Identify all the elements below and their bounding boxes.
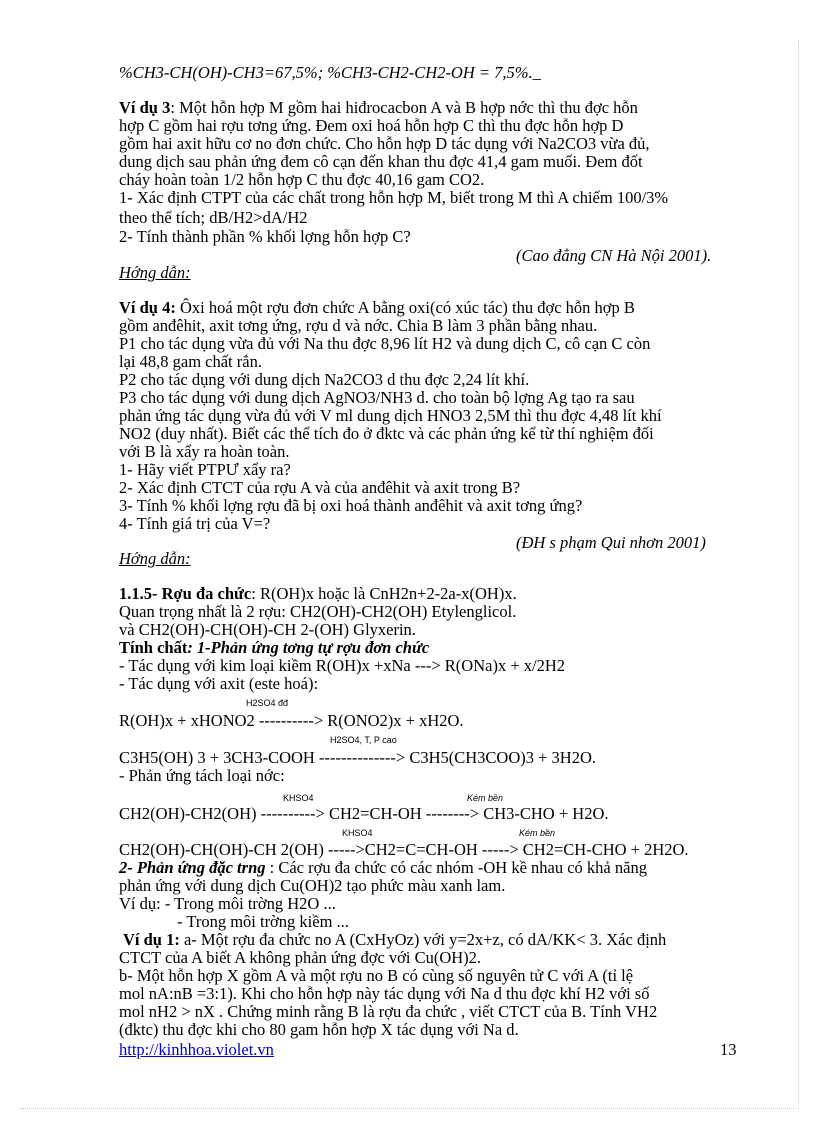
example-4-line-3: P1 cho tác dụng vừa đủ với Na thu đợc 8,96 lít H2 và dung dịch C, cô cạn C còn [119, 334, 651, 353]
example-1-line-4: mol nA:nB =3:1). Khi cho hỗn hợp này tác dụng với Na d thu đợc khí H2 với số [119, 984, 650, 1003]
section-label: 1.1.5- Rợu đa chức [119, 584, 252, 603]
properties-line-2: - Tác dụng với axit (este hoá): [119, 674, 319, 693]
equation-1: R(OH)x + xHONO2 ----------> R(ONO2)x + xH2O. [119, 711, 464, 730]
reaction-condition-4b: Kém bền [519, 828, 556, 838]
example-1-label: Ví dụ 1: [123, 930, 180, 949]
example-4-line-2: gồm anđêhit, axit tơng ứng, rợu d và nớc. Chia B làm 3 phần bằng nhau. [119, 316, 598, 335]
example-1-line-6: (đktc) thu đợc khi cho 80 gam hỗn hợp X tác dụng với Na d. [119, 1020, 519, 1039]
reaction-condition-2: H2SO4, T, P cao [330, 735, 397, 745]
properties-title: : 1-Phản ứng tơng tự rợu đơn chức [187, 638, 430, 657]
reaction-condition-3a: KHSO4 [283, 793, 314, 803]
equation-4: CH2(OH)-CH(OH)-CH 2(OH) ----->CH2=C=CH-OH -----> CH2=CH-CHO + 2H2O. [119, 840, 689, 859]
page-number: 13 [720, 1040, 737, 1059]
example-3-line-2: hợp C gồm hai rợu tơng ứng. Đem oxi hoá hỗn hợp C thì thu đợc hỗn hợp D [119, 116, 624, 135]
special-reaction-line-3: Ví dụ: - Trong môi trờng H2O ... [119, 894, 336, 913]
properties-line-3: - Phản ứng tách loại nớc: [119, 766, 285, 785]
example-4-line-5: P2 cho tác dụng với dung dịch Na2CO3 d thu đợc 2,24 lít khí. [119, 370, 530, 389]
guide-heading-text: Hớng dẫn [119, 263, 186, 282]
special-reaction-line-2: phản ứng với dung dịch Cu(OH)2 tạo phức màu xanh lam. [119, 876, 506, 895]
guide-heading-2: Hớng dẫn: [119, 549, 191, 568]
properties-heading [119, 639, 429, 657]
reaction-condition-4a: KHSO4 [342, 828, 373, 838]
example-4-source: (ĐH s phạm Qui nhơn 2001) [516, 533, 706, 552]
example-4-line-1 [119, 299, 635, 317]
example-4-text: Ôxi hoá một rợu đơn chức A bằng oxi(có xúc tác) thu đợc hỗn hợp B [175, 298, 635, 317]
example-3-line-3: gồm hai axit hữu cơ no đơn chức. Cho hỗn hợp D tác dụng với Na2CO3 vừa đủ, [119, 134, 650, 153]
special-reaction-label: 2- Phản ứng đặc trng [119, 858, 266, 877]
example-4-line-7: phản ứng tác dụng vừa đủ với V ml dung dịch HNO3 2,5M thì thu đợc 4,48 lít khí [119, 406, 662, 425]
example-4-line-12: 3- Tính % khối lợng rợu đã bị oxi hoá thành anđêhit và axit tơng ứng? [119, 496, 583, 515]
example-3-line-1 [119, 99, 638, 117]
properties-label: Tính chất [119, 638, 188, 657]
example-4-line-4: lại 48,8 gam chất rắn. [119, 352, 262, 371]
guide-heading-text: Hớng dẫn [119, 549, 186, 568]
properties-line-1: - Tác dụng với kim loại kiềm R(OH)x +xNa ---> R(ONa)x + x/2H2 [119, 656, 565, 675]
example-3-line-7: theo thể tích; dB/H2>dA/H2 [119, 208, 308, 227]
example-1-line-2: CTCT của A biết A không phản ứng đợc với Cu(OH)2. [119, 948, 482, 967]
example-3-line-8: 2- Tính thành phần % khối lợng hỗn hợp C? [119, 227, 411, 246]
example-4-line-9: với B là xẩy ra hoàn toàn. [119, 442, 290, 461]
example-4-line-11: 2- Xác định CTCT của rợu A và của anđêhit và axit trong B? [119, 478, 521, 497]
example-3-line-4: dung dịch sau phản ứng đem cô cạn đến khan thu đợc 41,4 gam muối. Đem đốt [119, 152, 643, 171]
equation-2: C3H5(OH) 3 + 3CH3-COOH --------------> C3H5(CH3COO)3 + 3H2O. [119, 748, 597, 767]
reaction-condition-3b: Kém bền [467, 793, 504, 803]
section-line-2: Quan trọng nhất là 2 rợu: CH2(OH)-CH2(OH) Etylenglicol. [119, 602, 517, 621]
section-heading [119, 585, 517, 603]
equation-3: CH2(OH)-CH2(OH) ----------> CH2=CH-OH --------> CH3-CHO + H2O. [119, 804, 609, 823]
special-reaction-text: : Các rợu đa chức có các nhóm -OH kề nhau có khả năng [265, 858, 647, 877]
example-4-line-8: NO2 (duy nhất). Biết các thể tích đo ở đktc và các phản ứng kể từ thí nghiệm đối [119, 424, 654, 443]
example-4-label: Ví dụ 4: [119, 298, 176, 317]
page-right-divider [798, 40, 799, 1108]
example-3-text: : Một hỗn hợp M gồm hai hiđrocacbon A và B hợp nớc thì thu đợc hỗn [170, 98, 638, 117]
example-3-line-6: 1- Xác định CTPT của các chất trong hỗn hợp M, biết trong M thì A chiếm 100/3% [119, 188, 669, 207]
example-1-line-3: b- Một hỗn hợp X gồm A và một rợu no B có cùng số nguyên tử C với A (tỉ lệ [119, 966, 634, 985]
example-4-line-6: P3 cho tác dụng với dung dịch AgNO3/NH3 d. cho toàn bộ lợng Ag tạo ra sau [119, 388, 635, 407]
example-1-text: a- Một rợu đa chức no A (CxHyOz) với y=2x+z, có dA/KK< 3. Xác định [179, 930, 667, 949]
section-formula: : R(OH)x hoặc là CnH2n+2-2a-x(OH)x. [251, 584, 517, 603]
guide-heading-1: Hớng dẫn: [119, 263, 191, 282]
example-4-line-13: 4- Tính giá trị của V=? [119, 514, 271, 533]
footer-link[interactable]: http://kinhhoa.violet.vn [119, 1040, 274, 1059]
example-3-source: (Cao đẳng CN Hà Nội 2001). [516, 246, 712, 265]
section-line-3: và CH2(OH)-CH(OH)-CH 2-(OH) Glyxerin. [119, 620, 416, 639]
example-1-line-5: mol nH2 > nX . Chứng minh rằng B là rợu đa chức , viết CTCT của B. Tính VH2 [119, 1002, 658, 1021]
special-reaction-line-1 [119, 859, 647, 877]
example-3-label: Ví dụ 3 [119, 98, 171, 117]
example-3-line-5: cháy hoàn toàn 1/2 hỗn hợp C thu đợc 40,16 gam CO2. [119, 170, 485, 189]
result-line: %CH3-CH(OH)-CH3=67,5%; %CH3-CH2-CH2-OH = 7,5%._ [119, 63, 541, 82]
special-reaction-line-4: - Trong môi trờng kiềm ... [177, 912, 349, 931]
page-bottom-divider [20, 1108, 796, 1109]
example-4-line-10: 1- Hãy viết PTPƯ xẩy ra? [119, 460, 291, 479]
reaction-condition-1: H2SO4 đđ [246, 698, 289, 708]
example-1-line-1 [123, 931, 666, 949]
